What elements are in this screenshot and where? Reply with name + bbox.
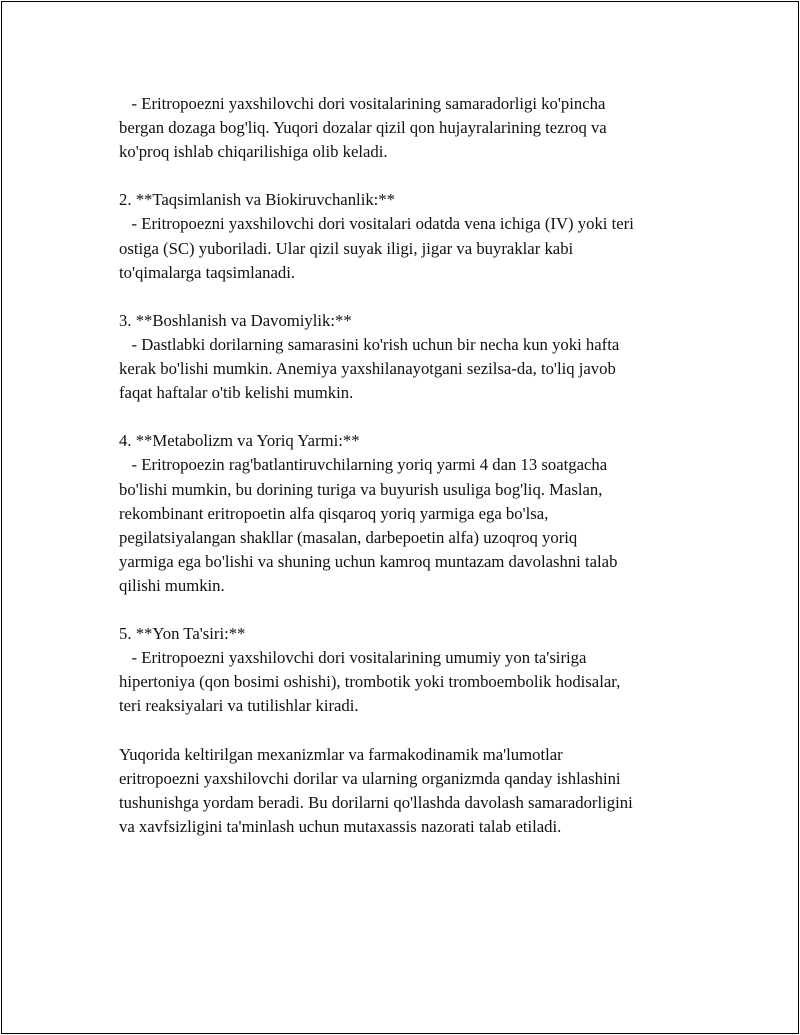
section-onset-duration xyxy=(119,309,719,405)
text-line: qilishi mumkin. xyxy=(119,575,225,595)
paragraph-efficacy xyxy=(119,92,719,164)
page-frame xyxy=(1,1,799,1034)
section-heading: 3. **Boshlanish va Davomiylik:** xyxy=(119,310,352,330)
section-heading: 5. **Yon Ta'siri:** xyxy=(119,624,246,644)
text-line: hipertoniya (qon bosimi oshishi), trombotik yoki tromboembolik hodisalar, xyxy=(119,672,621,692)
text-line: yarmiga ega bo'lishi va shuning uchun kamroq muntazam davolashni talab xyxy=(119,551,618,571)
text-line: rekombinant eritropoetin alfa qisqaroq yoriq yarmiga ega bo'lsa, xyxy=(119,503,549,523)
section-side-effects xyxy=(119,622,719,718)
document-body xyxy=(119,92,719,839)
section-heading: 2. **Taqsimlanish va Biokiruvchanlik:** xyxy=(119,190,395,210)
paragraph-spacer xyxy=(119,285,719,309)
text-line: faqat haftalar o'tib kelishi mumkin. xyxy=(119,383,354,403)
text-line: bo'lishi mumkin, bu dorining turiga va buyurish usuliga bog'liq. Maslan, xyxy=(119,479,603,499)
text-line: kerak bo'lishi mumkin. Anemiya yaxshilanayotgani sezilsa-da, to'liq javob xyxy=(119,359,616,379)
text-line: - Eritropoezni yaxshilovchi dori vositalarining umumiy yon ta'siriga xyxy=(119,648,587,668)
text-line: bergan dozaga bog'liq. Yuqori dozalar qizil qon hujayralarining tezroq va xyxy=(119,118,607,138)
section-metabolism xyxy=(119,429,719,598)
paragraph-spacer xyxy=(119,405,719,429)
paragraph-conclusion xyxy=(119,743,719,839)
text-line: va xavfsizligini ta'minlash uchun mutaxassis nazorati talab etiladi. xyxy=(119,816,562,836)
text-line: ostiga (SC) yuboriladi. Ular qizil suyak iligi, jigar va buyraklar kabi xyxy=(119,238,574,258)
text-line: ko'proq ishlab chiqarilishiga olib keladi. xyxy=(119,142,388,162)
paragraph-spacer xyxy=(119,718,719,742)
paragraph-spacer xyxy=(119,164,719,188)
section-heading: 4. **Metabolizm va Yoriq Yarmi:** xyxy=(119,431,360,451)
text-line: - Eritropoezni yaxshilovchi dori vositalarining samaradorligi ko'pincha xyxy=(119,94,606,113)
text-line: - Dastlabki dorilarning samarasini ko'rish uchun bir necha kun yoki hafta xyxy=(119,334,620,354)
paragraph-spacer xyxy=(119,598,719,622)
text-line: pegilatsiyalangan shakllar (masalan, darbepoetin alfa) uzoqroq yoriq xyxy=(119,527,578,547)
text-line: - Eritropoezni yaxshilovchi dori vositalari odatda vena ichiga (IV) yoki teri xyxy=(119,214,634,234)
text-line: to'qimalarga taqsimlanadi. xyxy=(119,262,296,282)
text-line: tushunishga yordam beradi. Bu dorilarni qo'llashda davolash samaradorligini xyxy=(119,792,633,812)
text-line: Yuqorida keltirilgan mexanizmlar va farmakodinamik ma'lumotlar xyxy=(119,744,563,764)
text-line: eritropoezni yaxshilovchi dorilar va ularning organizmda qanday ishlashini xyxy=(119,768,621,788)
section-distribution xyxy=(119,188,719,284)
text-line: - Eritropoezin rag'batlantiruvchilarning yoriq yarmi 4 dan 13 soatgacha xyxy=(119,455,608,475)
text-line: teri reaksiyalari va tutilishlar kiradi. xyxy=(119,696,359,716)
